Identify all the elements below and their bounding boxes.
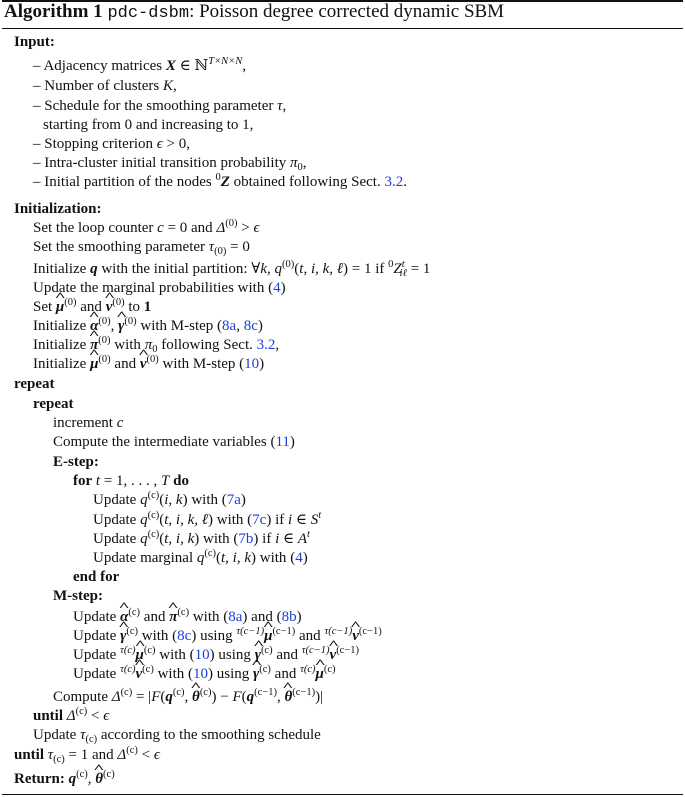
update-q-tik: Update $q^{(c)}(t$, i, k) with (7b) if i ∈ $A^t$ xyxy=(93,529,310,547)
inner-repeat: repeat xyxy=(33,396,74,412)
input-adjacency: – Adjacency matrices X ∈ ℕ$^{T\times N\times N}$, xyxy=(33,56,247,74)
input-schedule: – Schedule for the smoothing parameter τ, xyxy=(33,98,287,114)
input-transition: – Intra-cluster initial transition probability $\pi_0$, xyxy=(33,155,307,173)
input-partition: – Initial partition of the nodes $^0$Z obtained following Sect. 3.2. xyxy=(33,172,407,190)
update-gamma: Update ^ $\gamma^{(c)}$ with (8c) using $^{\tau(c-1)}$^ $\mu^{(c-1)}$ and $^{\tau(c-1)}$^ $\nu^{(c-1)}$ xyxy=(73,628,382,646)
input-clusters: – Number of clusters K, xyxy=(33,78,177,94)
algorithm-number: Algorithm 1 xyxy=(4,1,103,22)
update-mu: Update $^{\tau(c)}$^ $\mu^{(c)}$ with (10) using ^ $\gamma^{(c)}$ and $^{\tau(c-1)}$^ $\nu^{(c-1)}$ xyxy=(73,647,359,665)
algorithm-code-name: pdc-dsbm xyxy=(107,4,190,23)
init-set-mu-nu: Set ^ $\mu^{(0)}$ and ^ $\nu^{(0)}$ to 1 xyxy=(33,299,151,316)
init-loop-counter: Set the loop counter c = 0 and $\Delta^{(0)} > \epsilon$ xyxy=(33,218,260,236)
for-loop: for t = 1, . . . , T do xyxy=(73,473,189,489)
bottom-rule xyxy=(2,794,683,795)
init-mu-nu: Initialize ^ $\mu^{(0)}$ and ^ $\nu^{(0)}$ with M-step (10) xyxy=(33,356,264,373)
input-label: Input: xyxy=(14,34,55,50)
update-q-ik: Update $q^{(c)}(i$, k) with (7a) xyxy=(93,490,246,508)
increment-c: increment c xyxy=(53,415,124,431)
init-marginals: Update the marginal probabilities with (4) xyxy=(33,280,286,296)
input-schedule-cont: starting from 0 and increasing to 1, xyxy=(43,117,254,133)
init-pi: Initialize ^ $\pi^{(0)}$ with $\pi_0$ following Sect. 3.2, xyxy=(33,337,279,354)
title-rule xyxy=(2,28,683,29)
compute-intermediate: Compute the intermediate variables (11) xyxy=(53,434,295,450)
init-smoothing: Set the smoothing parameter $\tau_{(0)} = 0$ xyxy=(33,239,250,257)
e-step-label: E-step: xyxy=(53,454,99,470)
end-for: end for xyxy=(73,569,120,585)
algorithm-title xyxy=(4,1,504,23)
initialization-label: Initialization: xyxy=(14,201,102,217)
update-nu: Update $^{\tau(c)}$^ $\nu^{(c)}$ with (10) using ^ $\gamma^{(c)}$ and $^{\tau(c)}$^ $\mu^{(c)}$ xyxy=(73,666,336,684)
init-alpha-gamma: Initialize ^ $\alpha^{(0)}$, ^ $\gamma^{(0)}$ with M-step (8a, 8c) xyxy=(33,318,263,335)
return-line: Return: $q^{(c)}$, ^ $\theta^{(c)}$ xyxy=(14,771,115,788)
compute-delta: Compute $\Delta^{(c)} = |F(q^{(c)}$, ^ $\theta^{(c)}) - F(q^{(c-1)}$, ^ $\theta^{(c-1)})|$ xyxy=(53,689,323,706)
m-step-label: M-step: xyxy=(53,588,103,604)
outer-repeat: repeat xyxy=(14,376,55,392)
algorithm-title-rest: : Poisson degree corrected dynamic SBM xyxy=(189,1,505,22)
init-q: Initialize q with the initial partition: ∀k, $q^{(0)}(t$, i, k, ℓ) = 1 if $^0Z^t_{i\ell} = 1$ xyxy=(33,259,431,279)
update-alpha-pi: Update ^ $\alpha^{(c)}$ and ^ $\pi^{(c)}$ with (8a) and (8b) xyxy=(73,609,302,626)
update-tau: Update $\tau_{(c)}$ according to the smoothing schedule xyxy=(33,727,321,745)
update-marginal: Update marginal $q^{(c)}(t$, i, k) with (4) xyxy=(93,548,308,566)
outer-until: until $\tau_{(c)} = 1$ and $\Delta^{(c)} < \epsilon$ xyxy=(14,745,160,765)
input-stopping: – Stopping criterion ϵ > 0, xyxy=(33,136,191,152)
inner-until: until $\Delta^{(c)} < \epsilon$ xyxy=(33,706,110,724)
update-q-tikl: Update $q^{(c)}(t$, i, k, ℓ) with (7c) if i ∈ $S^t$ xyxy=(93,510,322,528)
